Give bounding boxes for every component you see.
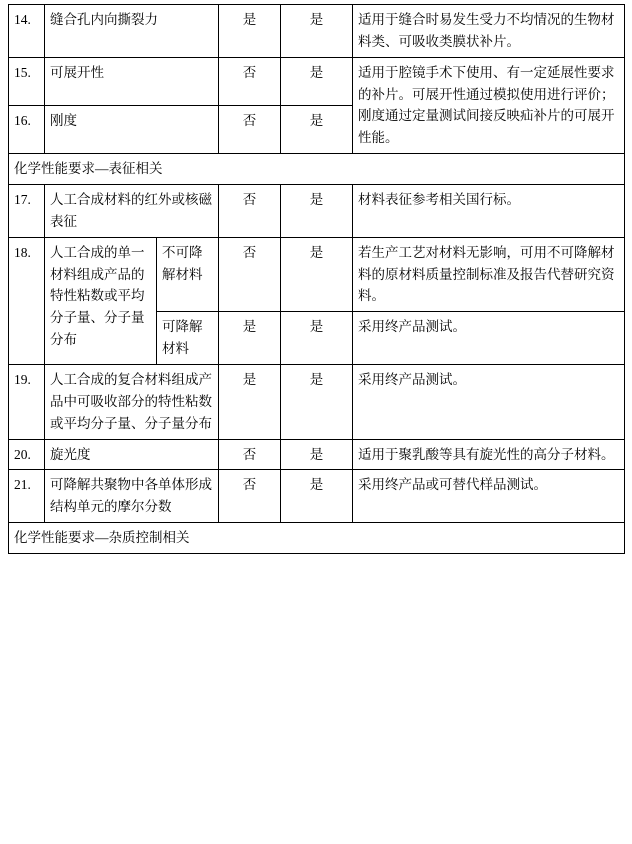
row-col3: 否 (219, 57, 281, 105)
row-item: 人工合成材料的红外或核磁表征 (45, 185, 219, 238)
row-col3: 是 (219, 365, 281, 440)
row-col3: 是 (219, 312, 281, 365)
row-col3: 否 (219, 237, 281, 312)
row-col4: 是 (281, 5, 353, 58)
requirements-table (8, 4, 625, 554)
row-number: 20. (9, 439, 45, 470)
row-col4: 是 (281, 365, 353, 440)
table-row (9, 185, 625, 238)
row-number: 21. (9, 470, 45, 523)
row-description: 若生产工艺对材料无影响，可用不可降解材料的原材料质量控制标准及报告代替研究资料。 (353, 237, 625, 312)
row-item: 旋光度 (45, 439, 219, 470)
row-item: 可降解共聚物中各单体形成结构单元的摩尔分数 (45, 470, 219, 523)
row-description: 适用于缝合时易发生受力不均情况的生物材料类、可吸收类膜状补片。 (353, 5, 625, 58)
table-row (9, 57, 625, 105)
row-col4: 是 (281, 439, 353, 470)
row-description: 采用终产品测试。 (353, 365, 625, 440)
row-col3: 否 (219, 439, 281, 470)
row-item: 缝合孔内向撕裂力 (45, 5, 219, 58)
row-item: 人工合成的复合材料组成产品中可吸收部分的特性粘数或平均分子量、分子量分布 (45, 365, 219, 440)
row-subitem: 可降解材料 (157, 312, 219, 365)
table-row (9, 237, 625, 312)
row-description: 材料表征参考相关国行标。 (353, 185, 625, 238)
row-col4: 是 (281, 312, 353, 365)
row-col3: 是 (219, 5, 281, 58)
row-description: 适用于聚乳酸等具有旋光性的高分子材料。 (353, 439, 625, 470)
row-col3: 否 (219, 470, 281, 523)
row-description: 采用终产品测试。 (353, 312, 625, 365)
table-section-row (9, 154, 625, 185)
table-section-row (9, 523, 625, 554)
row-item: 刚度 (45, 105, 219, 153)
row-item: 可展开性 (45, 57, 219, 105)
row-col4: 是 (281, 105, 353, 153)
row-number: 19. (9, 365, 45, 440)
row-subitem: 不可降解材料 (157, 237, 219, 312)
row-description: 适用于腔镜手术下使用、有一定延展性要求的补片。可展开性通过模拟使用进行评价；刚度通过定量测试间接反映疝补片的可展开性能。 (353, 57, 625, 153)
row-number: 14. (9, 5, 45, 58)
row-col4: 是 (281, 57, 353, 105)
row-col4: 是 (281, 470, 353, 523)
row-number: 17. (9, 185, 45, 238)
table-row (9, 439, 625, 470)
row-col4: 是 (281, 185, 353, 238)
table-row (9, 5, 625, 58)
section-title: 化学性能要求—表征相关 (9, 154, 625, 185)
table-row (9, 470, 625, 523)
row-item: 人工合成的单一材料组成产品的特性粘数或平均分子量、分子量分布 (45, 237, 157, 364)
row-number: 15. (9, 57, 45, 105)
row-col4: 是 (281, 237, 353, 312)
row-col3: 否 (219, 185, 281, 238)
row-number: 16. (9, 105, 45, 153)
row-col3: 否 (219, 105, 281, 153)
section-title: 化学性能要求—杂质控制相关 (9, 523, 625, 554)
row-number: 18. (9, 237, 45, 364)
row-description: 采用终产品或可替代样品测试。 (353, 470, 625, 523)
table-row (9, 365, 625, 440)
